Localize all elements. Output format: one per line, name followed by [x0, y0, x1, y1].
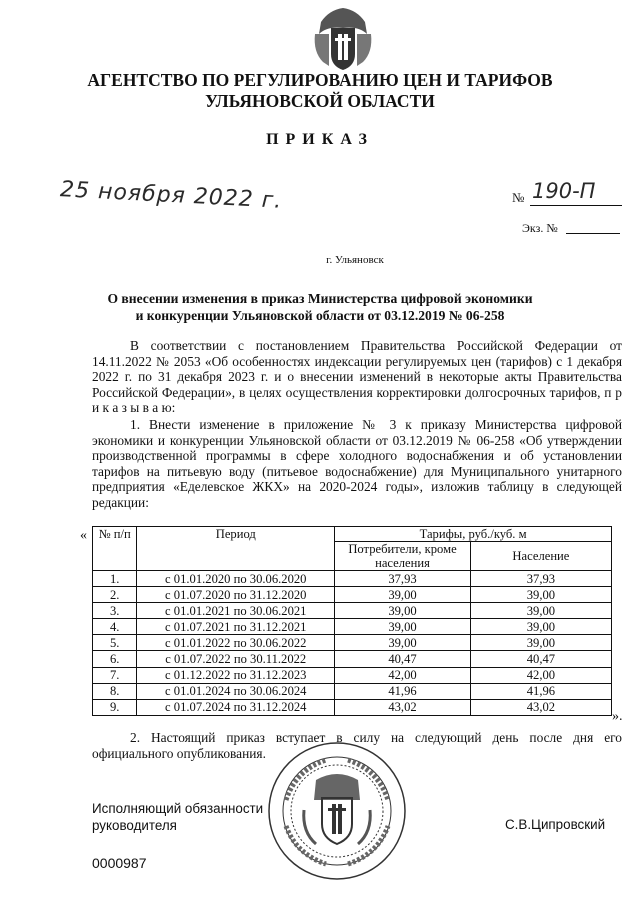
row-period: с 01.12.2022 по 31.12.2023: [137, 667, 335, 683]
table-row: [93, 571, 612, 587]
subject-line1: О внесении изменения в приказ Министерства цифровой экономики: [107, 291, 533, 306]
row-period: с 01.01.2021 по 30.06.2021: [137, 603, 335, 619]
row-population-tariff: 39,00: [470, 619, 611, 635]
row-number: 4.: [93, 619, 137, 635]
row-consumers-tariff: 43,02: [335, 699, 471, 715]
org-name-line1: АГЕНТСТВО ПО РЕГУЛИРОВАНИЮ ЦЕН И ТАРИФОВ: [87, 70, 553, 90]
signer-position: [92, 800, 263, 834]
copy-number-underline: [566, 233, 620, 234]
signer-position-line2: руководителя: [92, 818, 177, 833]
header-population: Население: [470, 542, 611, 571]
row-consumers-tariff: 39,00: [335, 619, 471, 635]
row-period: с 01.07.2020 по 31.12.2020: [137, 587, 335, 603]
table-row: [93, 603, 612, 619]
table-row: [93, 651, 612, 667]
header-num: № п/п: [93, 527, 137, 571]
table-row: [93, 619, 612, 635]
number-label: №: [512, 190, 525, 205]
subject-line2: и конкуренции Ульяновской области от 03.12.2019 № 06-258: [135, 308, 505, 323]
serial-number: 0000987: [92, 855, 147, 871]
header-consumers: Потребители, кроме населения: [335, 542, 471, 571]
handwritten-number: 190-П: [532, 179, 596, 203]
row-period: с 01.01.2022 по 30.06.2022: [137, 635, 335, 651]
row-population-tariff: 39,00: [470, 603, 611, 619]
handwritten-date: 25 ноября 2022 г.: [59, 177, 283, 214]
row-population-tariff: 41,96: [470, 683, 611, 699]
row-consumers-tariff: 39,00: [335, 635, 471, 651]
row-consumers-tariff: 42,00: [335, 667, 471, 683]
row-number: 6.: [93, 651, 137, 667]
quote-open: «: [80, 528, 87, 543]
table-row: [93, 635, 612, 651]
row-consumers-tariff: 40,47: [335, 651, 471, 667]
header-period: Период: [137, 527, 335, 571]
header-tariffs: Тарифы, руб./куб. м: [335, 527, 612, 542]
paragraph-item-1: 1. Внести изменение в приложение № 3 к приказу Министерства цифровой экономики и конкуренции Ульяновской области от 03.12.2019 № 06-258 «Об утверждении производственной программы в сфере холодного водоснабжения и об установлении тарифов на питьевую воду (питьевое водоснабжение) для Муниципального унитарного предприятия «Еделевское ЖКХ» на 2020-2024 годы», изложив таблицу в следующей редакции:: [92, 417, 622, 510]
quote-close: ».: [612, 709, 623, 724]
table-row: [93, 667, 612, 683]
row-period: с 01.07.2021 по 31.12.2021: [137, 619, 335, 635]
org-name-line2: УЛЬЯНОВСКОЙ ОБЛАСТИ: [205, 91, 435, 111]
table-row: [93, 699, 612, 715]
row-period: с 01.07.2022 по 30.11.2022: [137, 651, 335, 667]
row-number: 1.: [93, 571, 137, 587]
row-consumers-tariff: 39,00: [335, 603, 471, 619]
number-underline: [530, 205, 622, 206]
row-period: с 01.01.2024 по 30.06.2024: [137, 683, 335, 699]
paragraph-preamble: В соответствии с постановлением Правительства Российской Федерации от 14.11.2022 № 2053 «Об особенностях индексации регулируемых цен (тарифов) с 1 декабря 2022 г. по 31 декабря 2023 г. и о внесении изменений в некоторые акты Правительства Российской Федерации», в целях осуществления корректировки долгосрочных тарифов, п р и к а з ы в а ю:: [92, 338, 622, 416]
row-consumers-tariff: 37,93: [335, 571, 471, 587]
official-seal-icon: [266, 740, 408, 882]
row-number: 9.: [93, 699, 137, 715]
signer-position-line1: Исполняющий обязанности: [92, 801, 264, 816]
row-population-tariff: 42,00: [470, 667, 611, 683]
row-number: 8.: [93, 683, 137, 699]
row-number: 7.: [93, 667, 137, 683]
paragraph-item-2: 2. Настоящий приказ вступает в силу на следующий день после дня его официального опубликования.: [92, 730, 622, 761]
signer-name: С.В.Ципровский: [505, 817, 606, 832]
row-population-tariff: 37,93: [470, 571, 611, 587]
copy-number-label: Экз. №: [522, 221, 558, 235]
row-population-tariff: 39,00: [470, 587, 611, 603]
document-type: ПРИКАЗ: [266, 131, 374, 148]
tariff-table: [92, 526, 612, 716]
row-number: 3.: [93, 603, 137, 619]
row-consumers-tariff: 39,00: [335, 587, 471, 603]
row-number: 5.: [93, 635, 137, 651]
row-period: с 01.01.2020 по 30.06.2020: [137, 571, 335, 587]
table-row: [93, 587, 612, 603]
row-population-tariff: 43,02: [470, 699, 611, 715]
city: г. Ульяновск: [326, 254, 384, 266]
row-number: 2.: [93, 587, 137, 603]
coat-of-arms-icon: [309, 4, 377, 72]
row-population-tariff: 40,47: [470, 651, 611, 667]
row-population-tariff: 39,00: [470, 635, 611, 651]
row-consumers-tariff: 41,96: [335, 683, 471, 699]
row-period: с 01.07.2024 по 31.12.2024: [137, 699, 335, 715]
table-row: [93, 683, 612, 699]
